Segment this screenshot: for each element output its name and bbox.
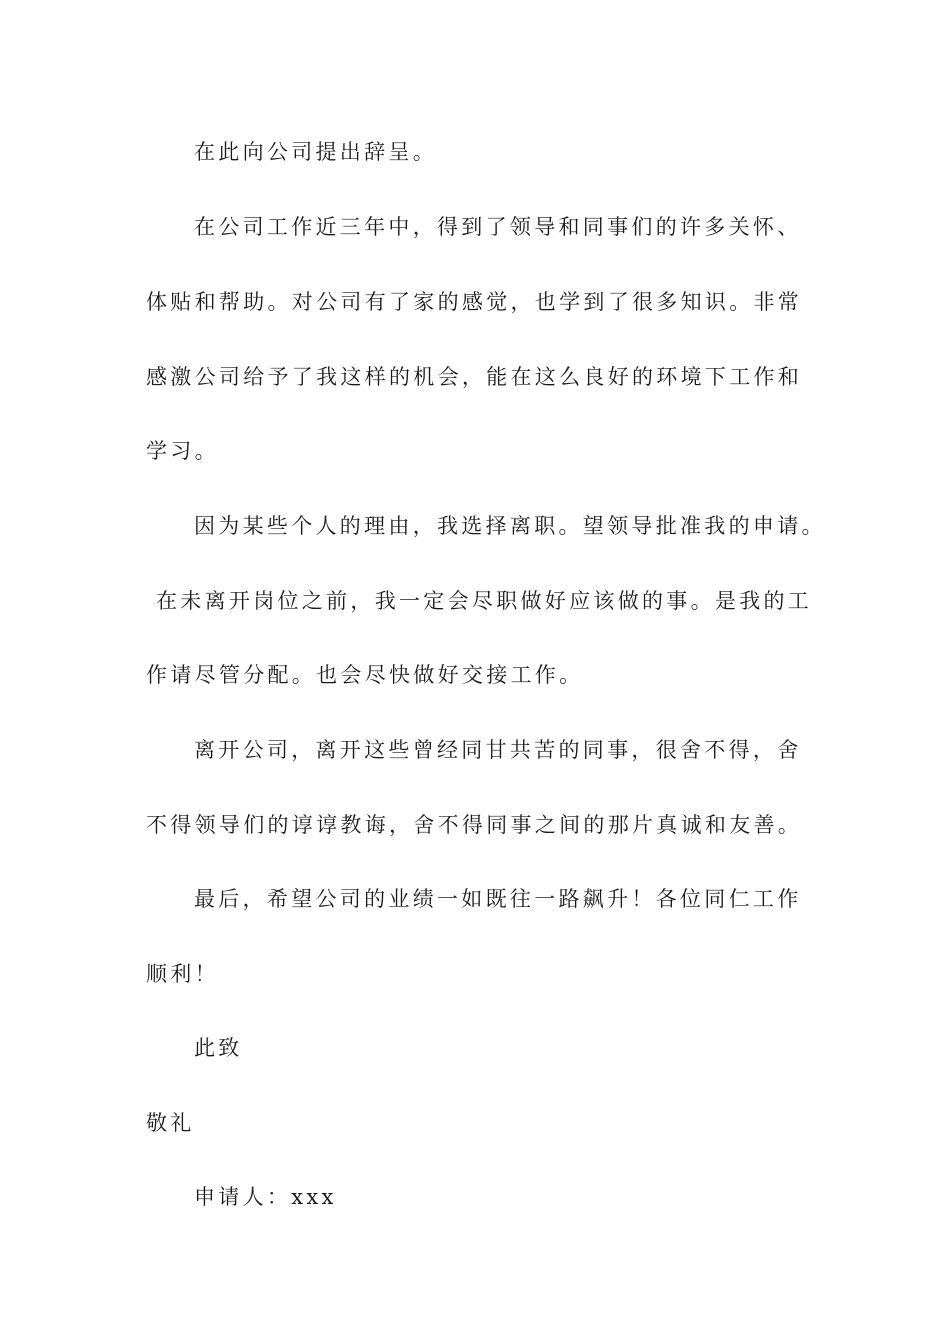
paragraph-line: 顺利！: [146, 962, 219, 986]
paragraph-line: 在此向公司提出辞呈。: [194, 140, 437, 164]
paragraph-line: 在未离开岗位之前，我一定会尽职做好应该做的事。是我的工: [156, 589, 813, 613]
paragraph-line: 作请尽管分配。也会尽快做好交接工作。: [146, 663, 584, 687]
paragraph-line: 在公司工作近三年中，得到了领导和同事们的许多关怀、: [194, 215, 802, 239]
paragraph-line: 体贴和帮助。对公司有了家的感觉，也学到了很多知识。非常: [146, 290, 803, 314]
paragraph-line: 不得领导们的谆谆教诲，舍不得同事之间的那片真诚和友善。: [146, 813, 803, 837]
closing-regards: 敬礼: [146, 1111, 195, 1135]
closing-salutation: 此致: [194, 1036, 243, 1060]
applicant-signature: 申请人：xxx: [194, 1185, 337, 1209]
paragraph-line: 离开公司，离开这些曾经同甘共苦的同事，很舍不得，舍: [194, 738, 802, 762]
paragraph-line: 最后，希望公司的业绩一如既往一路飙升！各位同仁工作: [194, 887, 802, 911]
paragraph-line: 因为某些个人的理由，我选择离职。望领导批准我的申请。: [194, 514, 826, 538]
paragraph-line: 学习。: [146, 439, 219, 463]
paragraph-line: 感激公司给予了我这样的机会，能在这么良好的环境下工作和: [146, 365, 803, 389]
